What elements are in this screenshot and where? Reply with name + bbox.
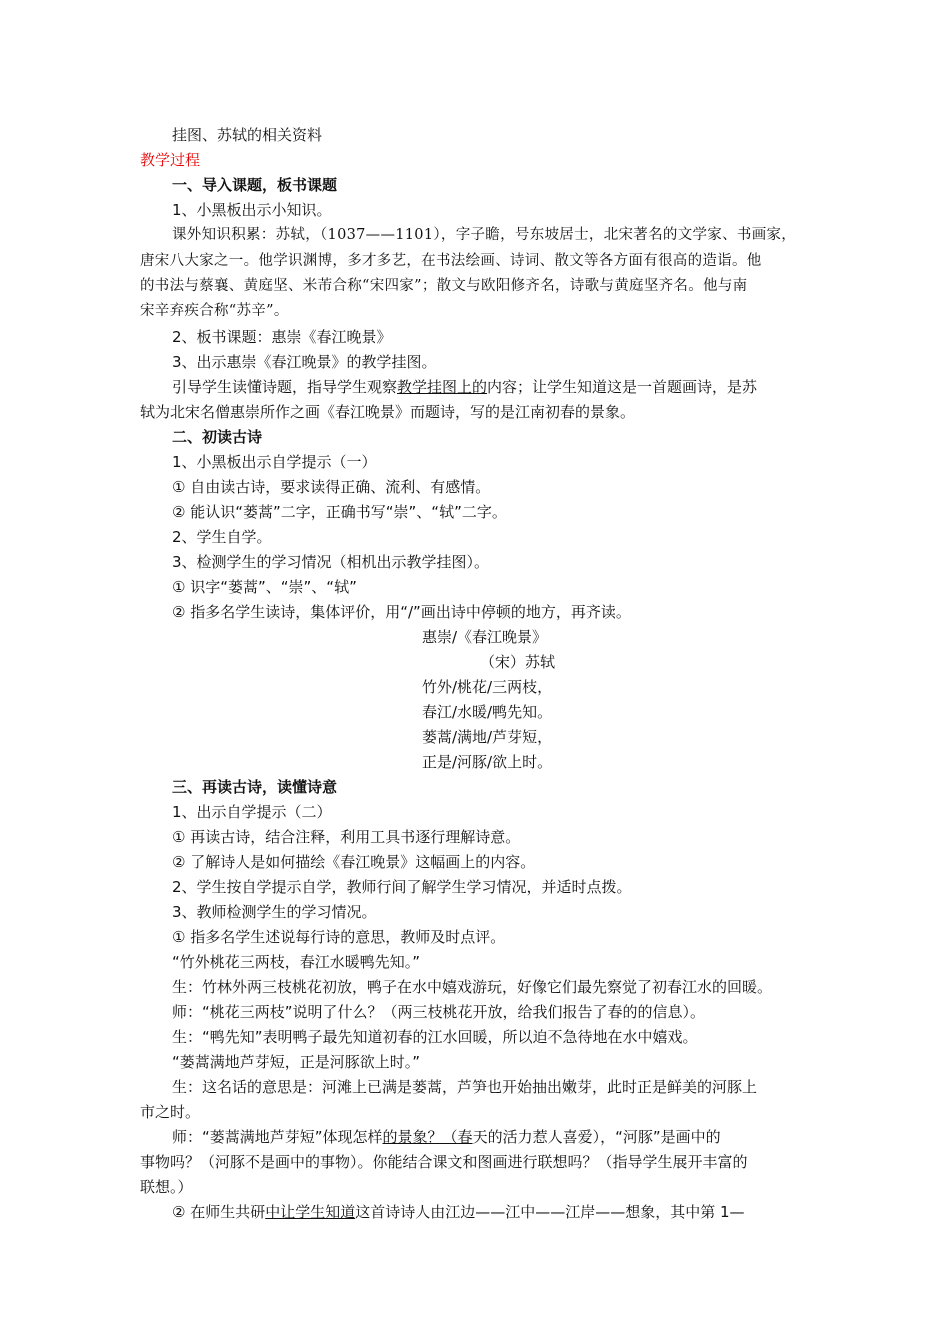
bio-line: 宋辛弃疾合称“苏辛”。 xyxy=(140,303,289,319)
part2-circled3: ① 识字“蒌蒿”、“崇”、“轼” xyxy=(172,578,357,596)
guide-text: 内容；让学生知道这是一首题画诗，是苏 xyxy=(487,378,758,396)
part3-circled3: ① 指多名学生述说每行诗的意思，教师及时点评。 xyxy=(172,928,506,946)
part3-circled1: ① 再读古诗，结合注释，利用工具书逐行理解诗意。 xyxy=(172,828,521,846)
part1-item2: 2、板书课题：惠崇《春江晚景》 xyxy=(172,328,392,346)
student-answer: 生：这名话的意思是：河滩上已满是蒌蒿，芦笋也开始抽出嫩芽，此时正是鲜美的河豚上 xyxy=(172,1078,758,1096)
guide-line-1 xyxy=(172,376,757,398)
section-title: 教学过程 xyxy=(140,151,201,169)
teacher-question-cont: 事物吗？（河豚不是画中的事物）。你能结合课文和图画进行联想吗？（指导学生展开丰富的 xyxy=(140,1153,748,1171)
circled4-underlined: 中让学生知道 xyxy=(265,1203,356,1221)
poem-quote: “竹外桃花三两枝，春江水暖鸭先知。” xyxy=(172,953,421,971)
part3-item2: 2、学生按自学提示自学，教师行间了解学生学习情况，并适时点拨。 xyxy=(172,878,632,896)
poem-line: 正是/河豚/欲上时。 xyxy=(422,753,553,771)
teacher-text: 天的活力惹人喜爱），“河豚”是画中的 xyxy=(472,1128,721,1146)
part3-circled4 xyxy=(172,1201,745,1223)
poem-title: 惠崇/《春江晚景》 xyxy=(422,628,548,646)
part3-heading: 三、再读古诗，读懂诗意 xyxy=(172,778,338,796)
poem-line: 蒌蒿/满地/芦芽短， xyxy=(422,728,553,746)
poem-line: 春江/水暖/鸭先知。 xyxy=(422,703,553,721)
part2-circled4: ② 指多名学生读诗，集体评价，用“/”画出诗中停顿的地方，再齐读。 xyxy=(172,603,631,621)
poem-quote: “蒌蒿满地芦芽短，正是河豚欲上时。” xyxy=(172,1053,421,1071)
guide-line-2: 轼为北宋名僧惠崇所作之画《春江晚景》而题诗，写的是江南初春的景象。 xyxy=(140,403,636,421)
part1-item3: 3、出示惠崇《春江晚景》的教学挂图。 xyxy=(172,353,437,371)
teacher-underlined: 的景象？（春 xyxy=(382,1128,473,1146)
part3-item3: 3、教师检测学生的学习情况。 xyxy=(172,903,377,921)
part1-item1: 1、小黑板出示小知识。 xyxy=(172,201,332,219)
part3-item1: 1、出示自学提示（二） xyxy=(172,803,332,821)
bio-line: 的书法与蔡襄、黄庭坚、米芾合称“宋四家”；散文与欧阳修齐名，诗歌与黄庭坚齐名。他与南 xyxy=(140,278,748,294)
part1-heading: 一、导入课题，板书课题 xyxy=(172,176,338,194)
teacher-question: 师：“桃花三两枝”说明了什么？（两三枝桃花开放，给我们报告了春的的信息）。 xyxy=(172,1003,706,1021)
teacher-question xyxy=(172,1126,721,1148)
part3-circled2: ② 了解诗人是如何描绘《春江晚景》这幅画上的内容。 xyxy=(172,853,536,871)
student-answer: 生：竹林外两三枝桃花初放，鸭子在水中嬉戏游玩，好像它们最先察觉了初春江水的回暖。 xyxy=(172,978,773,996)
teacher-question-cont: 联想。） xyxy=(140,1178,193,1196)
part2-item2: 2、学生自学。 xyxy=(172,528,272,546)
guide-text: 引导学生读懂诗题，指导学生观察 xyxy=(172,378,398,396)
part2-circled1: ① 自由读古诗，要求读得正确、流利、有感情。 xyxy=(172,478,491,496)
part2-item3: 3、检测学生的学习情况（相机出示教学挂图）。 xyxy=(172,553,490,571)
student-answer-cont: 市之时。 xyxy=(140,1103,201,1121)
circled4-text: ② 在师生共研 xyxy=(172,1203,266,1221)
poem-line: 竹外/桃花/三两枝， xyxy=(422,678,553,696)
bio-line: 课外知识积累：苏轼，（1037——1101），字子瞻，号东坡居士，北宋著名的文学家、书画家， xyxy=(172,227,797,243)
student-answer: 生：“鸭先知”表明鸭子最先知道初春的江水回暖，所以迫不急待地在水中嬉戏。 xyxy=(172,1028,698,1046)
part2-heading: 二、初读古诗 xyxy=(172,428,263,446)
teacher-text: 师：“蒌蒿满地芦芽短”体现怎样 xyxy=(172,1128,383,1146)
poem-author: （宋）苏轼 xyxy=(480,653,556,671)
bio-line: 唐宋八大家之一。他学识渊博，多才多艺，在书法绘画、诗词、散文等各方面有很高的造诣。他 xyxy=(140,253,762,269)
guide-underlined: 教学挂图上的 xyxy=(397,378,488,396)
part2-item1: 1、小黑板出示自学提示（一） xyxy=(172,453,377,471)
part2-circled2: ② 能认识“蒌蒿”二字，正确书写“崇”、“轼”二字。 xyxy=(172,503,507,521)
materials-line: 挂图、苏轼的相关资料 xyxy=(172,126,323,144)
circled4-text: 这首诗诗人由江边——江中——江岸——想象，其中第 1— xyxy=(355,1203,745,1221)
